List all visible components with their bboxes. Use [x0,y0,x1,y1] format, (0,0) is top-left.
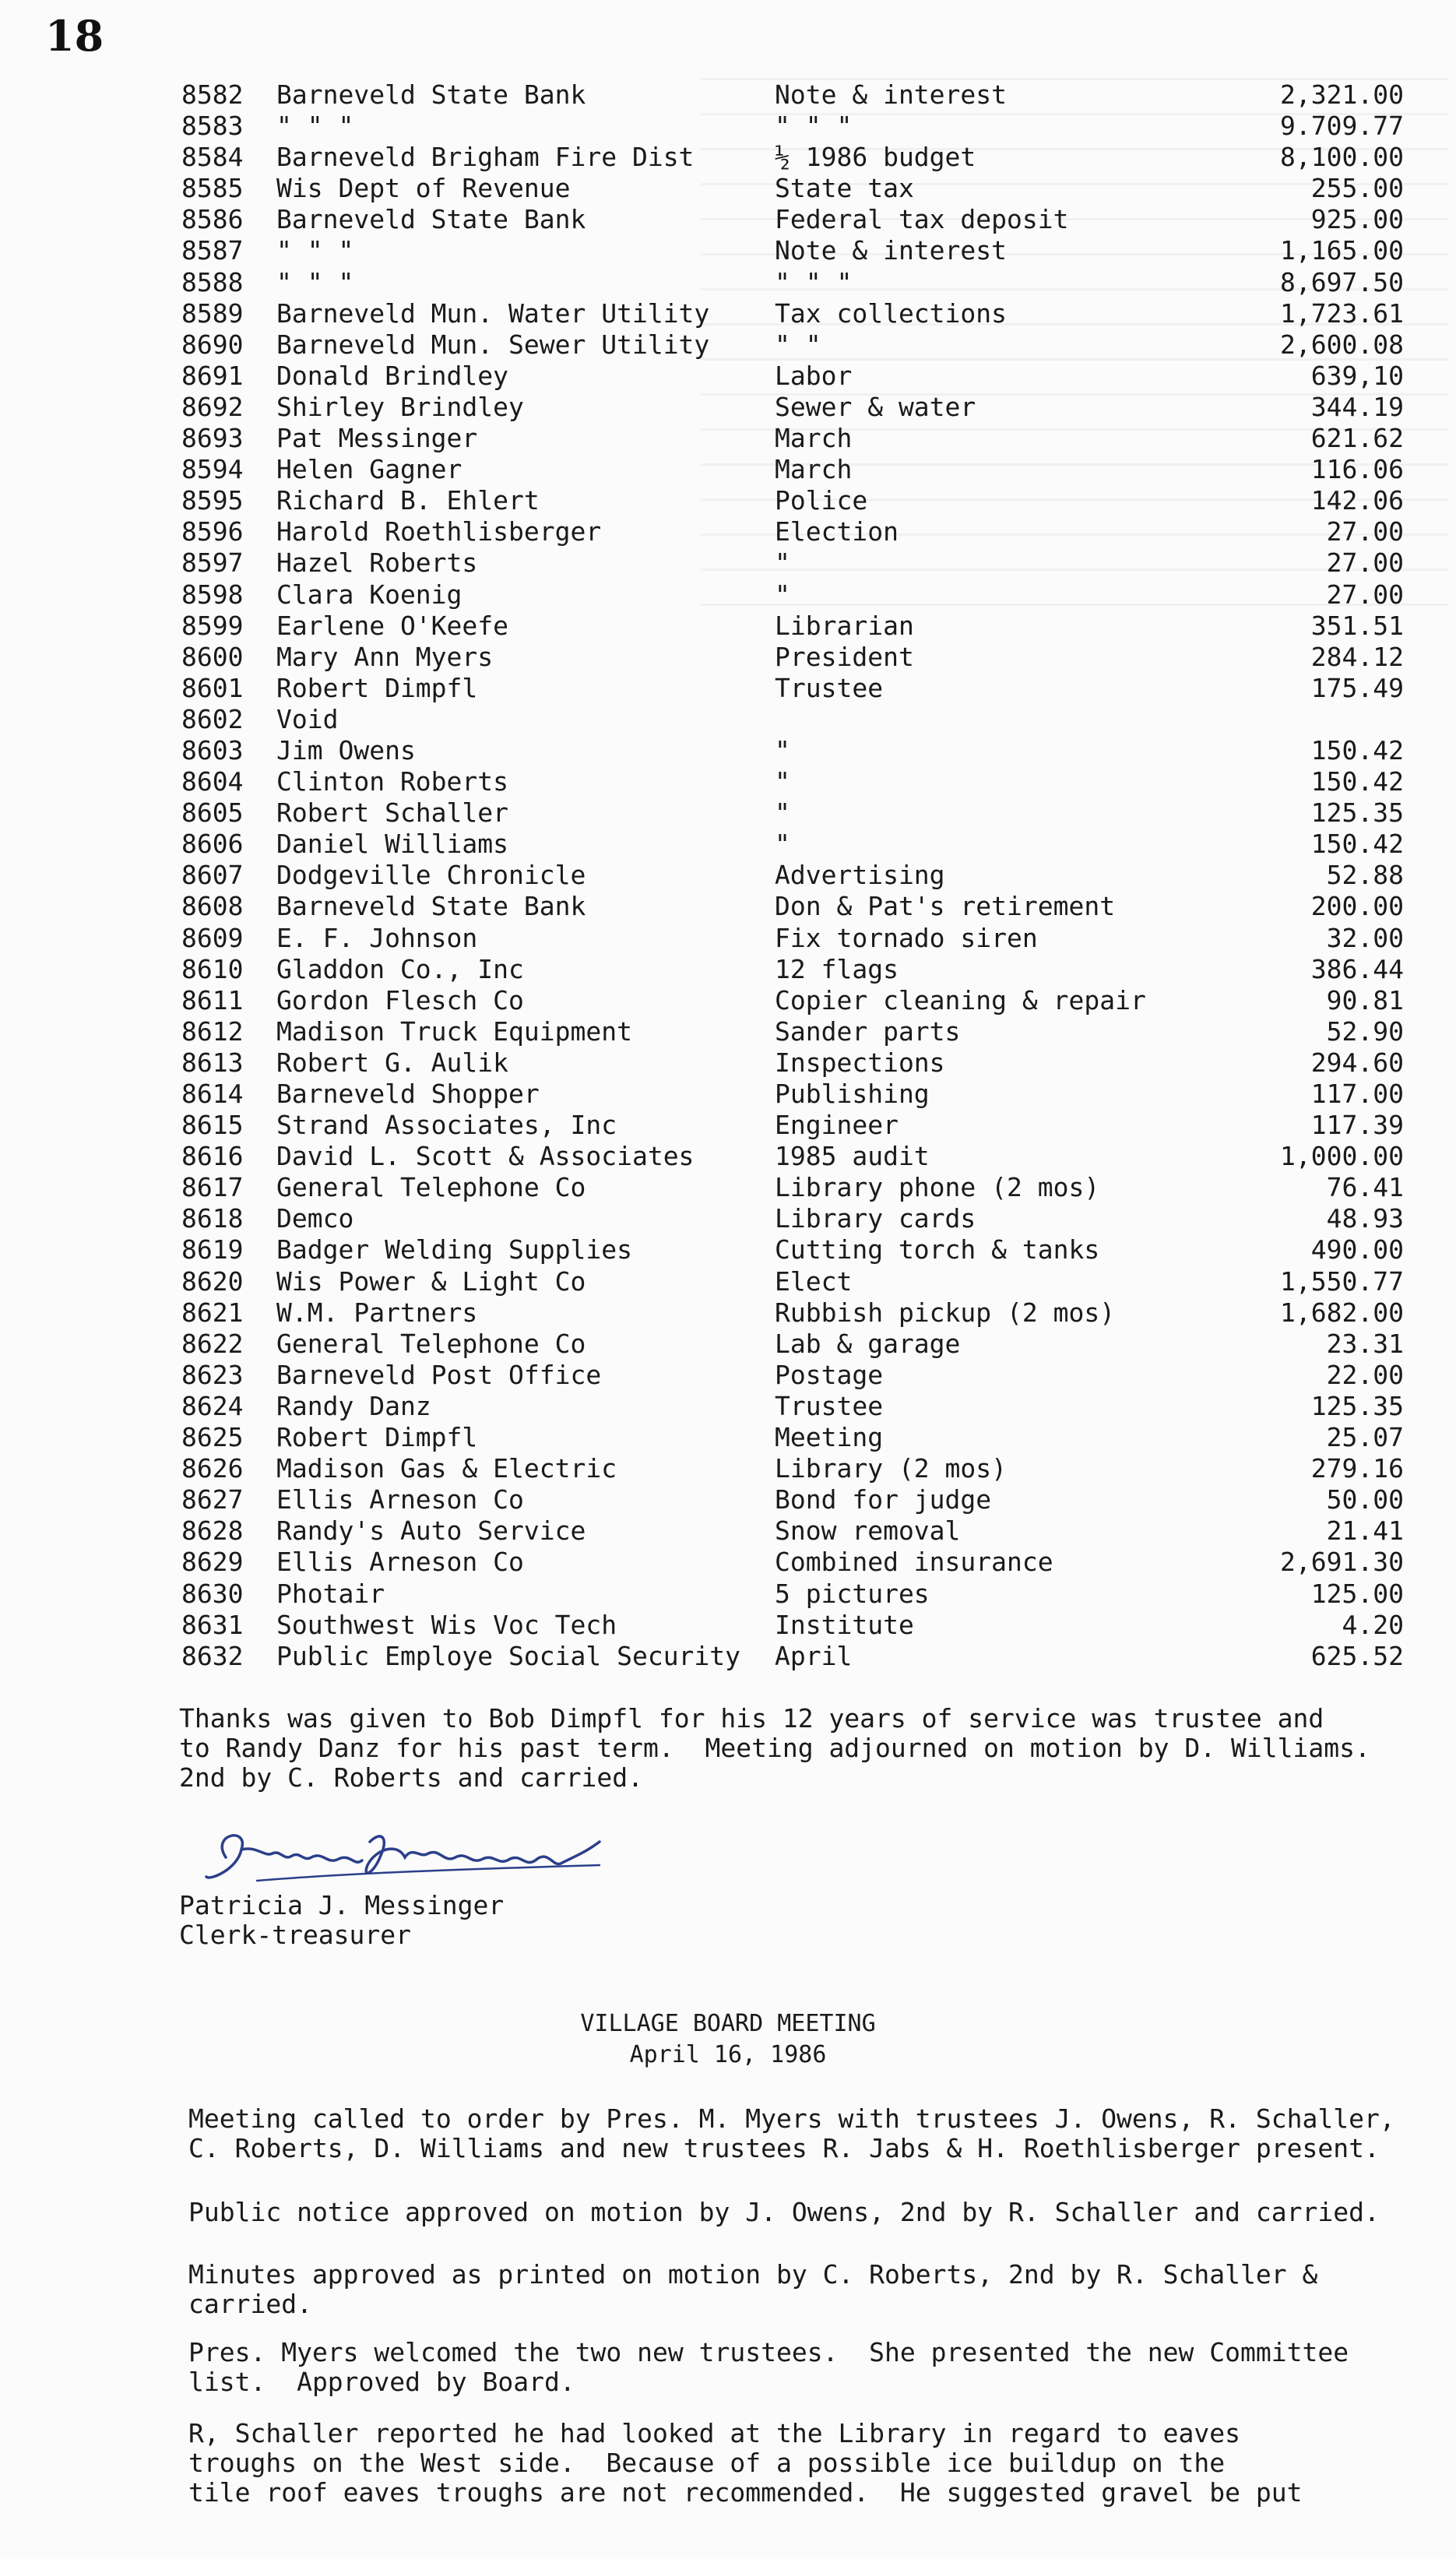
bill-number: 8620 [181,1265,244,1297]
bill-purpose: " [775,547,790,579]
bill-row [181,1641,1404,1672]
bill-purpose: Library phone (2 mos) [775,1172,1100,1203]
bill-row [181,1547,1404,1578]
bill-payee: Richard B. Ehlert [276,485,540,516]
bill-amount: 50.00 [1326,1484,1404,1515]
bill-payee: Clinton Roberts [276,766,509,797]
bill-number: 8612 [181,1016,244,1047]
bill-payee: Barneveld State Bank [276,891,586,922]
bill-amount: 27.00 [1326,516,1404,547]
bill-number: 8600 [181,641,244,672]
bill-purpose: Federal tax deposit [775,204,1069,235]
bill-payee: Barneveld State Bank [276,204,586,235]
bill-number: 8693 [181,423,244,454]
bill-number: 8615 [181,1110,244,1141]
bill-amount: 279.16 [1310,1453,1404,1484]
bill-purpose: Elect [775,1265,853,1297]
bill-row [181,1203,1404,1234]
bill-row [181,485,1404,516]
bill-number: 8626 [181,1453,244,1484]
bills-list [181,79,1404,1672]
bill-amount: 175.49 [1310,672,1404,703]
bill-amount: 255.00 [1310,173,1404,204]
bill-amount: 8,697.50 [1280,266,1404,297]
bill-payee: David L. Scott & Associates [276,1141,695,1172]
bill-number: 8625 [181,1422,244,1453]
bill-number: 8585 [181,173,244,204]
bill-number: 8618 [181,1203,244,1234]
bill-purpose: President [775,641,914,672]
bill-purpose: Librarian [775,610,914,641]
bill-number: 8598 [181,579,244,610]
bill-amount: 9.709.77 [1280,111,1404,142]
bill-payee: Robert G. Aulik [276,1047,509,1078]
bill-row [181,642,1404,673]
bill-purpose: Snow removal [775,1515,961,1547]
bill-purpose: 12 flags [775,953,899,984]
bill-amount: 150.42 [1310,829,1404,860]
bill-purpose: Police [775,485,868,516]
bill-row [181,329,1404,361]
bill-purpose: Postage [775,1359,884,1390]
bill-row [181,923,1404,954]
bill-payee: Pat Messinger [276,423,478,454]
bill-amount: 2,321.00 [1280,79,1404,110]
bill-row [181,673,1404,704]
bill-amount: 117.00 [1310,1079,1404,1109]
bill-number: 8610 [181,953,244,984]
bill-amount: 200.00 [1310,891,1404,922]
bill-payee: Randy Danz [276,1390,431,1421]
bill-purpose: Trustee [775,672,884,703]
meeting-title: VILLAGE BOARD MEETING [580,2010,876,2037]
bill-row [181,985,1404,1016]
bill-purpose: ½ 1986 budget [775,142,976,173]
bill-payee: E. F. Johnson [276,922,478,953]
bill-amount: 125.00 [1310,1578,1404,1609]
bill-purpose: " [775,579,790,610]
bill-purpose: 5 pictures [775,1578,930,1609]
bill-row [181,173,1404,204]
bill-amount: 625.52 [1310,1640,1404,1671]
bill-number: 8583 [181,111,244,142]
bill-number: 8619 [181,1234,244,1265]
bill-row [181,1141,1404,1172]
bill-number: 8616 [181,1141,244,1172]
bill-number: 8608 [181,891,244,922]
paragraph-call-to-order: Meeting called to order by Pres. M. Myers with trustees J. Owens, R. Schaller, C. Roberts, D. Williams and new trustees R. Jabs & H. Roethlisberger present. [188,2103,1395,2163]
bill-amount: 52.88 [1326,860,1404,891]
bill-row [181,361,1404,392]
bill-amount: 386.44 [1310,953,1404,984]
paragraph-library-eaves: R, Schaller reported he had looked at the Library in regard to eaves troughs on the West side. Because of a possible ice buildup on the tile roof eaves troughs are not recommended. He suggested gravel be put [188,2418,1303,2508]
bill-purpose: Lab & garage [775,1328,961,1359]
bill-number: 8691 [181,360,244,391]
bill-row [181,1329,1404,1360]
bill-row [181,1484,1404,1515]
bill-amount: 25.07 [1326,1422,1404,1453]
bill-payee: " " " [276,235,354,266]
bill-payee: Wis Power & Light Co [276,1265,586,1297]
bill-purpose: Fix tornado siren [775,922,1038,953]
bill-purpose: Copier cleaning & repair [775,984,1146,1016]
bill-purpose: Sewer & water [775,391,976,422]
bill-payee: General Telephone Co [276,1328,586,1359]
bill-payee: General Telephone Co [276,1172,586,1203]
bill-payee: Helen Gagner [276,454,462,485]
bill-row [181,1047,1404,1079]
bill-amount: 284.12 [1310,641,1404,672]
bill-number: 8586 [181,204,244,235]
bill-number: 8611 [181,984,244,1016]
paragraph-public-notice: Public notice approved on motion by J. Owens, 2nd by R. Schaller and carried. [188,2197,1380,2227]
bill-purpose: Sander parts [775,1016,961,1047]
bill-payee: Wis Dept of Revenue [276,173,571,204]
bill-amount: 351.51 [1310,610,1404,641]
bill-number: 8602 [181,703,244,734]
bill-row [181,79,1404,111]
bill-purpose: Combined insurance [775,1547,1053,1578]
bill-number: 8601 [181,672,244,703]
bill-row [181,704,1404,735]
bill-payee: Public Employe Social Security [276,1640,741,1671]
bill-amount: 116.06 [1310,454,1404,485]
bill-row [181,1515,1404,1547]
bill-number: 8623 [181,1359,244,1390]
bill-purpose: Engineer [775,1110,899,1141]
bill-payee: Madison Truck Equipment [276,1016,632,1047]
bill-row [181,766,1404,797]
meeting-date: April 16, 1986 [629,2041,827,2068]
bill-row [181,735,1404,766]
signature [195,1811,677,1896]
bill-purpose: Don & Pat's retirement [775,891,1116,922]
bill-payee: Randy's Auto Service [276,1515,586,1547]
bill-purpose: Meeting [775,1422,884,1453]
bill-payee: Gordon Flesch Co [276,984,524,1016]
bill-purpose: March [775,423,853,454]
bill-amount: 621.62 [1310,423,1404,454]
bill-amount: 1,550.77 [1280,1265,1404,1297]
bill-purpose: " [775,797,790,829]
bill-payee: Shirley Brindley [276,391,524,422]
bill-amount: 22.00 [1326,1359,1404,1390]
bill-payee: Jim Owens [276,734,416,766]
bill-row [181,1360,1404,1391]
bill-row [181,1110,1404,1141]
bill-number: 8690 [181,329,244,360]
bill-amount: 2,691.30 [1280,1547,1404,1578]
bill-purpose: Inspections [775,1047,945,1078]
bill-payee: W.M. Partners [276,1297,478,1328]
signer-name: Patricia J. Messinger [179,1890,505,1920]
bill-purpose: " [775,734,790,766]
bill-amount: 4.20 [1342,1609,1404,1640]
bill-number: 8587 [181,235,244,266]
bill-row [181,267,1404,298]
closing-paragraph: Thanks was given to Bob Dimpfl for his 12 years of service was trustee and to Randy Danz for his past term. Meeting adjourned on motion by D. Williams. 2nd by C. Roberts and carried. [179,1703,1370,1793]
bill-payee: Barneveld Mun. Water Utility [276,297,710,329]
bill-purpose: March [775,454,853,485]
paragraph-new-trustees: Pres. Myers welcomed the two new trustees. She presented the new Committee list. Approved by Board. [188,2337,1349,2397]
bill-payee: Harold Roethlisberger [276,516,602,547]
bill-row [181,891,1404,922]
bill-amount: 1,000.00 [1280,1141,1404,1172]
bill-purpose: Bond for judge [775,1484,992,1515]
bill-purpose: " " " [775,111,853,142]
bill-amount: 925.00 [1310,204,1404,235]
bill-row [181,1172,1404,1203]
bill-number: 8622 [181,1328,244,1359]
bill-amount: 639,10 [1310,360,1404,391]
bill-purpose: " " " [775,266,853,297]
bill-amount: 150.42 [1310,766,1404,797]
bill-purpose: Labor [775,360,853,391]
bill-purpose: Tax collections [775,297,1008,329]
bill-number: 8589 [181,297,244,329]
bill-amount: 8,100.00 [1280,142,1404,173]
bill-row [181,1016,1404,1047]
bill-number: 8624 [181,1390,244,1421]
bill-amount: 117.39 [1310,1110,1404,1141]
bill-number: 8604 [181,766,244,797]
bill-number: 8621 [181,1297,244,1328]
bill-payee: Robert Schaller [276,797,509,829]
bill-amount: 1,165.00 [1280,235,1404,266]
bill-payee: " " " [276,266,354,297]
bill-number: 8582 [181,79,244,110]
bill-payee: Dodgeville Chronicle [276,860,586,891]
bill-purpose: Library cards [775,1203,976,1234]
bill-number: 8628 [181,1515,244,1547]
bill-payee: Gladdon Co., Inc [276,953,524,984]
bill-number: 8607 [181,860,244,891]
bill-purpose: Institute [775,1609,914,1640]
bill-payee: Donald Brindley [276,360,509,391]
signer-block [179,1891,504,1950]
bill-row [181,392,1404,423]
bill-row [181,1391,1404,1422]
bill-purpose: Publishing [775,1079,930,1109]
bill-row [181,829,1404,860]
bill-number: 8609 [181,922,244,953]
bill-purpose: State tax [775,173,914,204]
bill-amount: 27.00 [1326,579,1404,610]
bill-amount: 150.42 [1310,734,1404,766]
bill-purpose: 1985 audit [775,1141,930,1172]
bill-row [181,1610,1404,1641]
bill-number: 8613 [181,1047,244,1078]
bill-number: 8595 [181,485,244,516]
bill-payee: Hazel Roberts [276,547,478,579]
signer-title: Clerk-treasurer [179,1920,412,1950]
bill-purpose: " [775,829,790,860]
bill-purpose: " [775,766,790,797]
bill-number: 8614 [181,1079,244,1109]
bill-row [181,797,1404,829]
bill-amount: 125.35 [1310,1390,1404,1421]
bill-row [181,1266,1404,1297]
bill-row [181,611,1404,642]
bill-amount: 1,723.61 [1280,297,1404,329]
bill-row [181,1297,1404,1329]
bill-number: 8630 [181,1578,244,1609]
bill-row [181,204,1404,235]
bill-row [181,454,1404,485]
bill-number: 8603 [181,734,244,766]
bill-amount: 2,600.08 [1280,329,1404,360]
bill-purpose: Advertising [775,860,945,891]
bill-number: 8605 [181,797,244,829]
bill-purpose: Trustee [775,1390,884,1421]
bill-payee: Photair [276,1578,385,1609]
page-number: 18 [45,11,104,61]
bill-purpose: " " [775,329,821,360]
bill-payee: Demco [276,1203,354,1234]
bill-row [181,423,1404,454]
bill-payee: Strand Associates, Inc [276,1110,617,1141]
bill-payee: Barneveld Shopper [276,1079,540,1109]
bill-row [181,1079,1404,1110]
bill-amount: 32.00 [1326,922,1404,953]
bill-number: 8631 [181,1609,244,1640]
bill-number: 8599 [181,610,244,641]
bill-number: 8692 [181,391,244,422]
bill-amount: 490.00 [1310,1234,1404,1265]
bill-payee: " " " [276,111,354,142]
bill-payee: Barneveld Mun. Sewer Utility [276,329,710,360]
bill-purpose: Note & interest [775,79,1008,110]
bill-amount: 90.81 [1326,984,1404,1016]
bill-amount: 52.90 [1326,1016,1404,1047]
bill-amount: 76.41 [1326,1172,1404,1203]
bill-payee: Badger Welding Supplies [276,1234,632,1265]
bill-number: 8617 [181,1172,244,1203]
bill-row [181,1453,1404,1484]
bill-row [181,1579,1404,1610]
bill-amount: 1,682.00 [1280,1297,1404,1328]
bill-row [181,235,1404,266]
bill-row [181,1234,1404,1265]
bill-payee: Robert Dimpfl [276,1422,478,1453]
bill-amount: 23.31 [1326,1328,1404,1359]
bill-purpose: Rubbish pickup (2 mos) [775,1297,1116,1328]
bill-payee: Earlene O'Keefe [276,610,509,641]
bill-amount: 125.35 [1310,797,1404,829]
bill-payee: Clara Koenig [276,579,462,610]
bill-payee: Ellis Arneson Co [276,1547,524,1578]
bill-number: 8597 [181,547,244,579]
bill-purpose: Cutting torch & tanks [775,1234,1100,1265]
bill-amount: 294.60 [1310,1047,1404,1078]
bill-amount: 344.19 [1310,391,1404,422]
bill-row [181,547,1404,579]
paragraph-minutes: Minutes approved as printed on motion by C. Roberts, 2nd by R. Schaller & carried. [188,2259,1318,2319]
bill-purpose: Note & interest [775,235,1008,266]
bill-purpose: Election [775,516,899,547]
bill-number: 8584 [181,142,244,173]
bill-amount: 21.41 [1326,1515,1404,1547]
bill-row [181,1422,1404,1453]
bill-purpose: April [775,1640,853,1671]
bill-row [181,298,1404,329]
bill-number: 8629 [181,1547,244,1578]
bill-payee: Barneveld State Bank [276,79,586,110]
bill-purpose: Library (2 mos) [775,1453,1008,1484]
bill-number: 8632 [181,1640,244,1671]
bill-row [181,860,1404,891]
bill-payee: Robert Dimpfl [276,672,478,703]
bill-payee: Void [276,703,339,734]
bill-payee: Barneveld Brigham Fire Dist [276,142,695,173]
bill-payee: Barneveld Post Office [276,1359,602,1390]
bill-row [181,111,1404,142]
bill-row [181,954,1404,985]
bill-amount: 142.06 [1310,485,1404,516]
bill-number: 8588 [181,266,244,297]
bill-payee: Daniel Williams [276,829,509,860]
bill-payee: Ellis Arneson Co [276,1484,524,1515]
bill-payee: Mary Ann Myers [276,641,494,672]
bill-row [181,579,1404,611]
bill-amount: 48.93 [1326,1203,1404,1234]
bill-number: 8594 [181,454,244,485]
bill-row [181,142,1404,173]
bill-number: 8596 [181,516,244,547]
bill-payee: Southwest Wis Voc Tech [276,1609,617,1640]
bill-amount: 27.00 [1326,547,1404,579]
bill-payee: Madison Gas & Electric [276,1453,617,1484]
bill-number: 8627 [181,1484,244,1515]
bill-row [181,516,1404,547]
bill-number: 8606 [181,829,244,860]
